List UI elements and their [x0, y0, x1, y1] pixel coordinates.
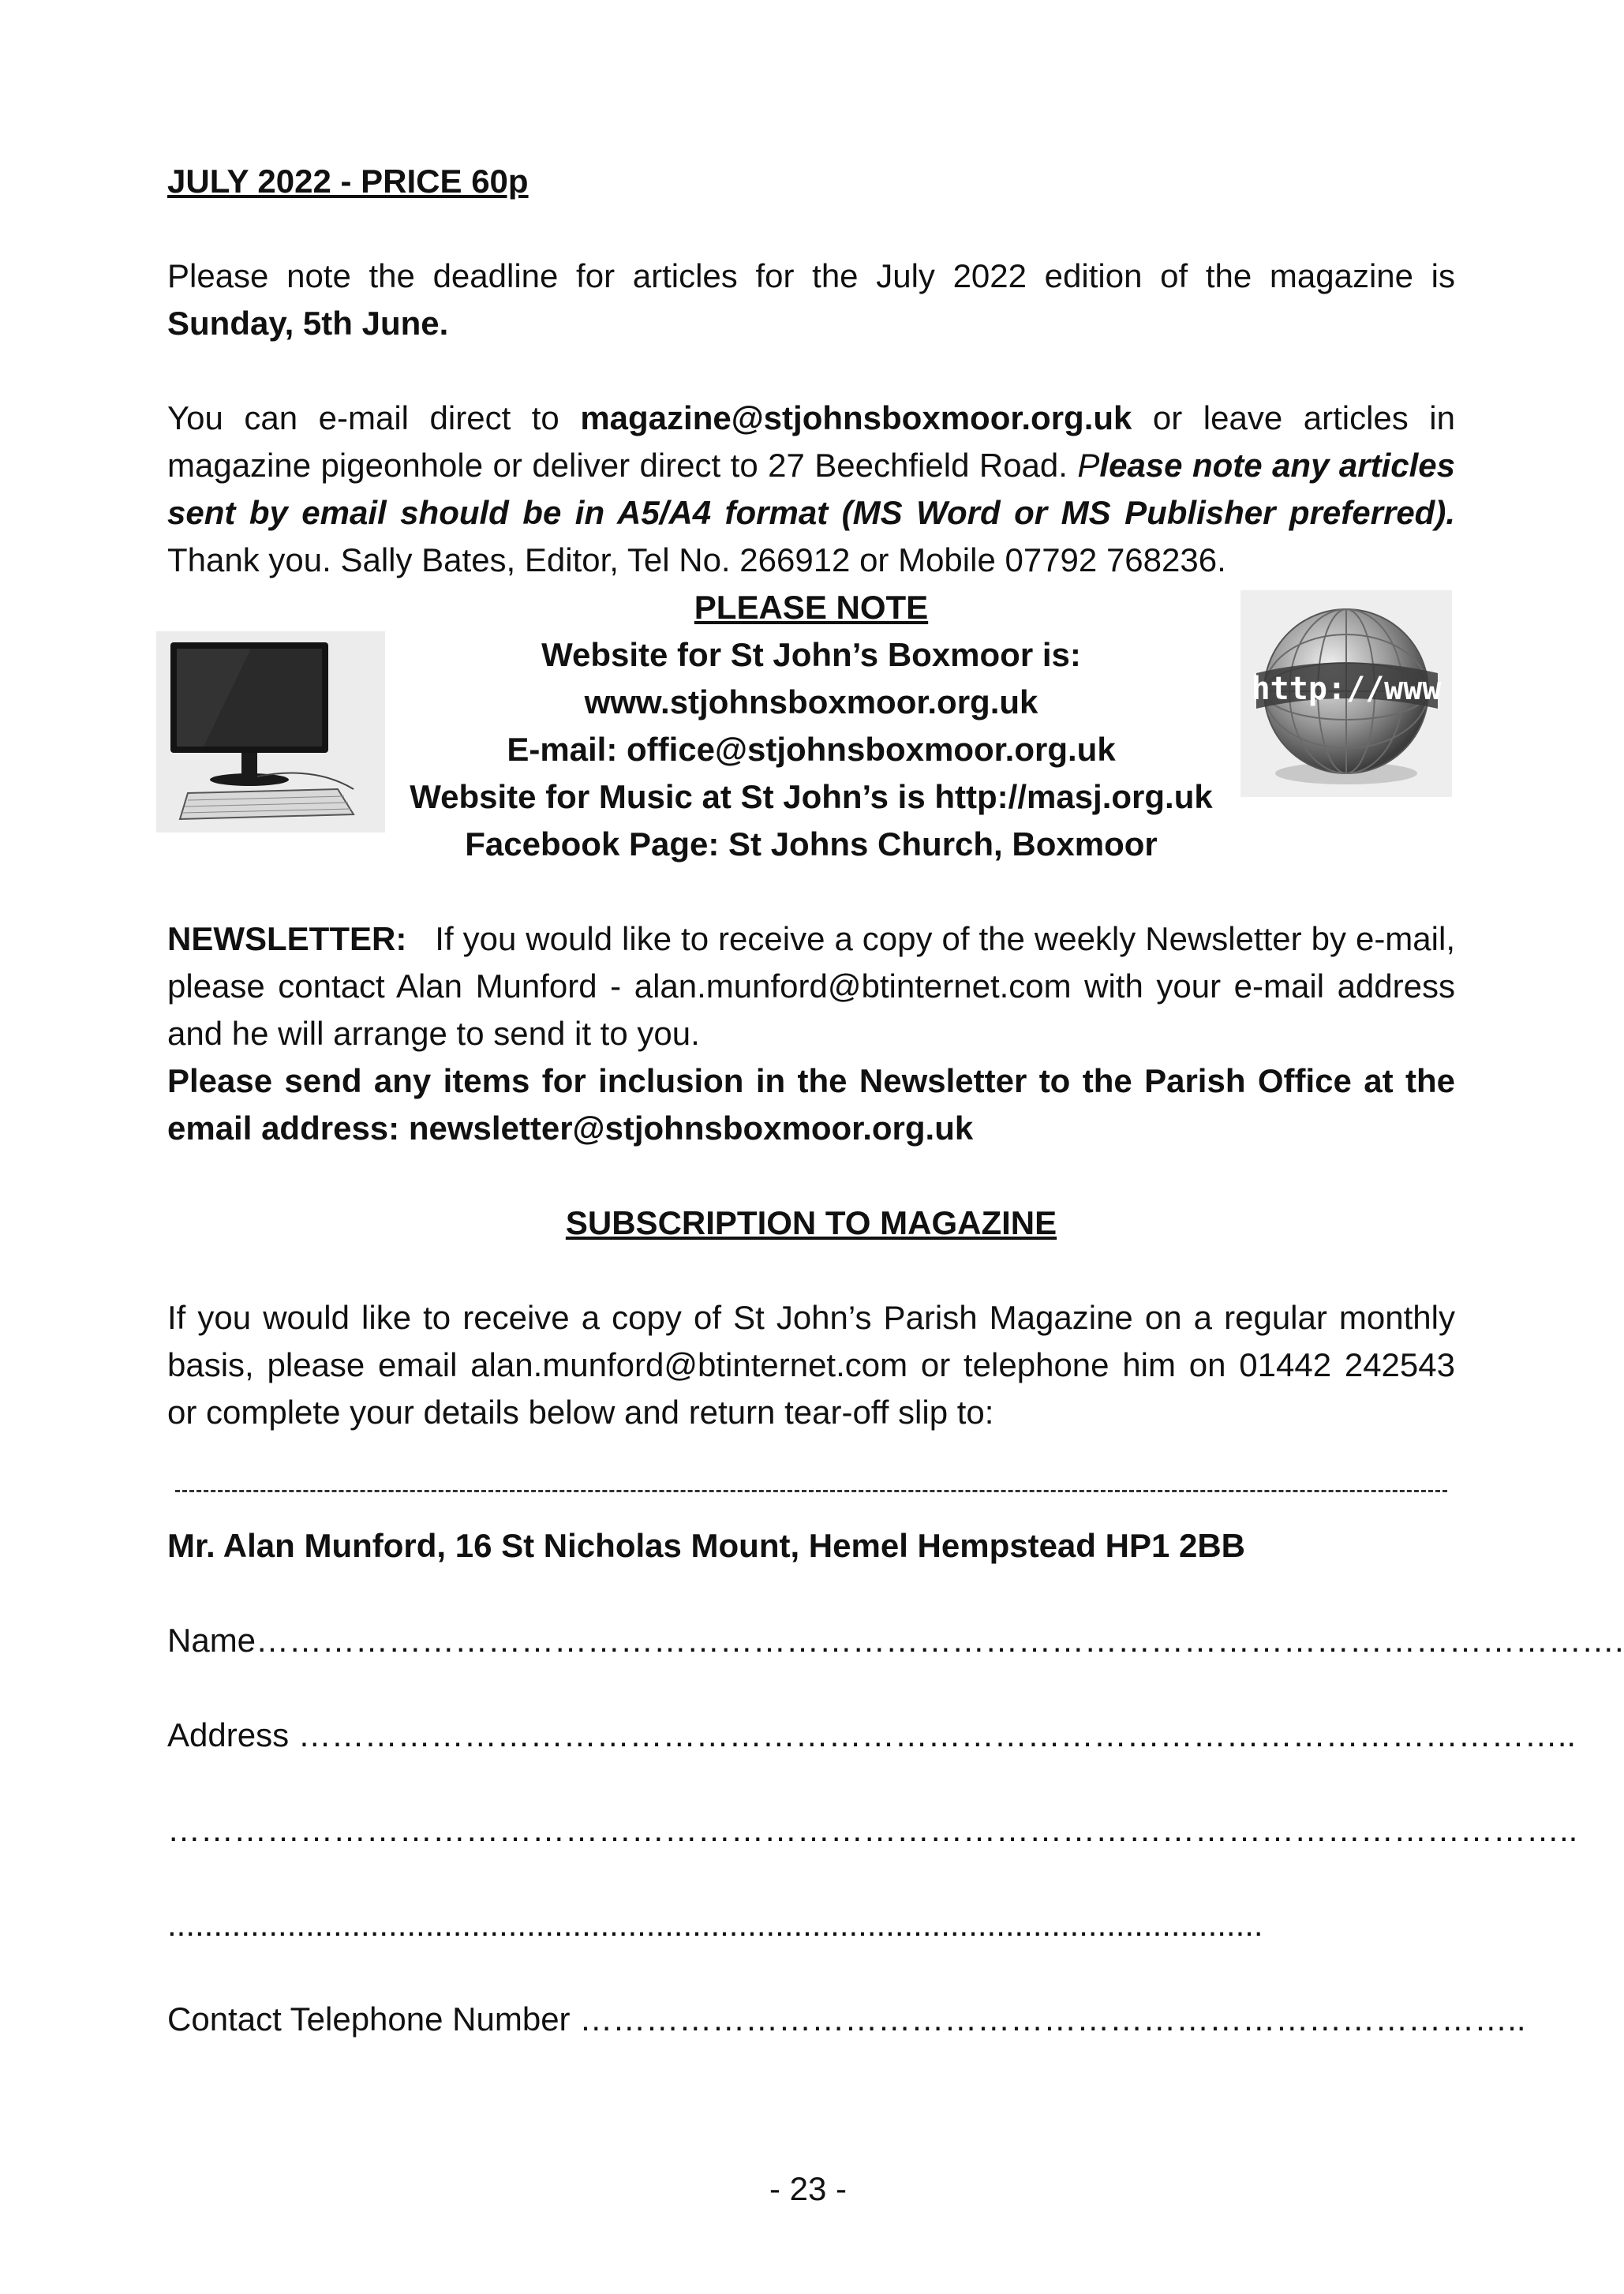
phone-dots: …………………………………………………………………………..: [579, 2000, 1526, 2038]
submission-text-2: or leave articles in magazine pigeonhole or deliver direct to 27 Beechfield Road.: [167, 399, 1455, 484]
music-website[interactable]: Website for Music at St John’s is http://masj.org.uk: [410, 778, 1213, 815]
facebook-page: Facebook Page: St Johns Church, Boxmoor: [465, 825, 1158, 863]
name-field-line[interactable]: [167, 1617, 1624, 1664]
address-line-3[interactable]: [167, 1901, 1455, 1948]
name-label: Name: [167, 1622, 256, 1659]
address-dots-3: .......................................................................................................................: [167, 1906, 1263, 1943]
page-number: - 23 -: [769, 2170, 848, 2207]
subscription-text: If you would like to receive a copy of St John’s Parish Magazine on a regular monthly basis, please email alan.munford@btinternet.com or telephone him on 01442 242543 or complete your details below and return tear-off slip to:: [167, 1299, 1455, 1431]
website-label: Website for St John’s Boxmoor is:: [541, 636, 1081, 673]
address-line-2[interactable]: [167, 1806, 1578, 1854]
phone-label: Contact Telephone Number: [167, 2000, 571, 2038]
newsletter-label: NEWSLETTER:: [167, 920, 407, 957]
magazine-page: [167, 158, 1624, 2043]
globe-icon: [1240, 590, 1452, 797]
magazine-email: magazine@stjohnsboxmoor.org.uk: [580, 399, 1132, 436]
note-initial: P: [1077, 447, 1100, 484]
newsletter-bold-paragraph: Please send any items for inclusion in the Newsletter to the Parish Office at the email address: newsletter@stjohnsboxmoor.org.uk: [167, 1062, 1455, 1147]
deadline-text: Please note the deadline for articles for the July 2022 edition of the magazine is: [167, 257, 1455, 294]
subscription-title: SUBSCRIPTION TO MAGAZINE: [565, 1204, 1057, 1241]
phone-field-line[interactable]: [167, 1996, 1526, 2043]
newsletter-text: If you would like to receive a copy of the weekly Newsletter by e-mail, please contact Alan Munford - alan.munford@btinternet.com with your e-mail address and he will arrange to send it to you.: [167, 920, 1455, 1052]
deadline-date: Sunday, 5th June.: [167, 305, 449, 342]
address-dots-2: ………………………………………………………………………………………………………………..: [167, 1811, 1578, 1848]
return-address: Mr. Alan Munford, 16 St Nicholas Mount, Hemel Hempstead HP1 2BB: [167, 1527, 1246, 1564]
computer-image: [156, 631, 385, 833]
office-email[interactable]: E-mail: office@stjohnsboxmoor.org.uk: [507, 731, 1116, 768]
submission-text-1: You can e-mail direct to: [167, 399, 559, 436]
please-note-title: PLEASE NOTE: [694, 589, 929, 626]
tear-off-line: [175, 1490, 1447, 1492]
computer-icon: [156, 631, 385, 833]
submission-text-3: Thank you. Sally Bates, Editor, Tel No. 266912 or Mobile 07792 768236.: [167, 541, 1226, 578]
name-dots: …………………………………………………………………………………………………………….: [256, 1622, 1624, 1659]
please-note-block: [167, 584, 1455, 868]
website-url[interactable]: www.stjohnsboxmoor.org.uk: [584, 683, 1038, 720]
address-label: Address: [167, 1716, 290, 1753]
issue-heading: JULY 2022 - PRICE 60p: [167, 163, 529, 200]
deadline-paragraph: [167, 253, 1455, 347]
format-note: lease note any articles sent by email should be in A5/A4 format (MS Word or MS Publisher preferred).: [167, 447, 1455, 531]
address-dots: ……………………………………………………………………………………………………..: [297, 1716, 1577, 1753]
submission-paragraph: [167, 395, 1455, 584]
globe-image: [1240, 590, 1452, 797]
address-field-line[interactable]: [167, 1712, 1577, 1759]
globe-text: http://www: [1251, 671, 1442, 707]
newsletter-paragraph: [167, 915, 1455, 1057]
